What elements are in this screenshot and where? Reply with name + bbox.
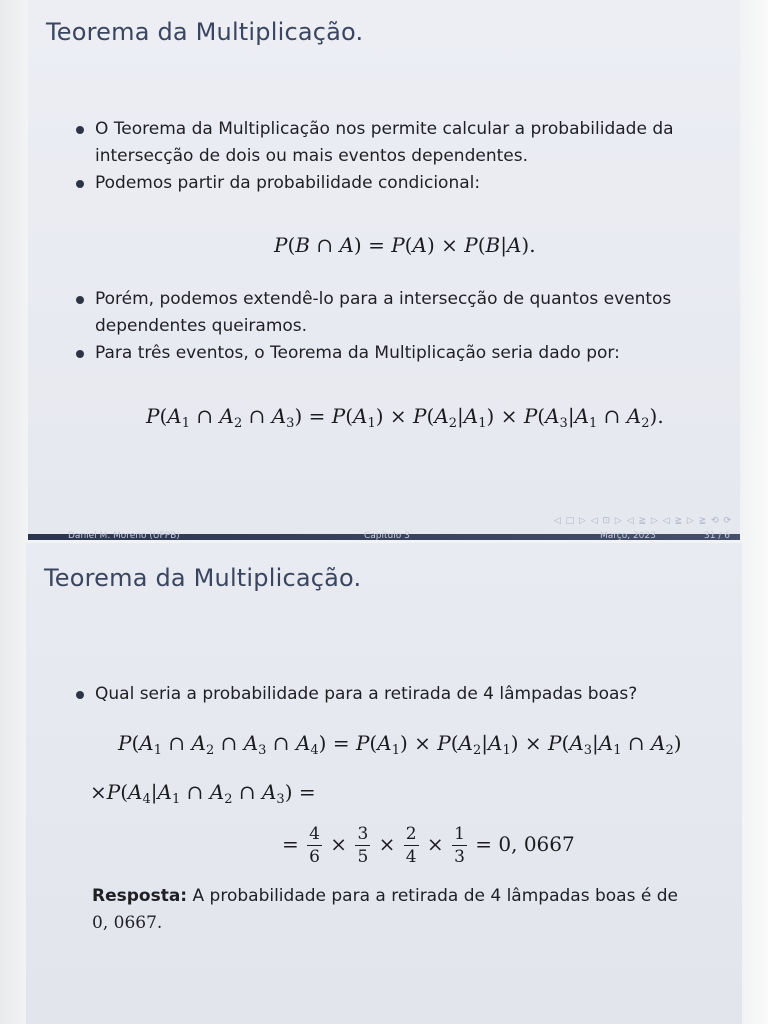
footer-chapter: Capítulo 3 [364,531,410,540]
fraction-numerator: 3 [357,824,369,844]
bullet-item: Podemos partir da probabilidade condicional: [74,170,710,197]
bullet-list [74,116,710,197]
footer-page: 31 / 6 [704,531,730,540]
bullet-item: Qual seria a probabilidade para a retirada de 4 lâmpadas boas? [74,681,712,708]
equation-four-events-line1: $P(A_1$ ∩ $A_2$ ∩ $A_3$ ∩ $A_4) = P(A_1) \times P(A_2|A_1) \times P(A_3|A_1$ ∩ $A_2$) [118,731,682,758]
fraction-numerator: 4 [309,824,320,844]
fraction-denominator: 4 [405,847,417,867]
footer-author: Daniel M. Moreno (UFPB) [68,531,180,540]
bullet-item: Para três eventos, o Teorema da Multiplicação seria dado por: [74,340,710,367]
slide-title: Teorema da Multiplicação. [44,564,362,592]
answer-text: A probabilidade para a retirada de 4 lâmpadas boas é de [192,886,678,906]
slide-2 [26,543,742,1024]
answer-value: 0, 0667. [92,913,163,933]
equation-four-events-line2: $\times P(A_4|A_1$ ∩ $A_2$ ∩ $A_3$) = [90,780,316,807]
fraction [452,823,467,868]
navigation-symbols[interactable]: ◁ □ ▷ ◁ ⊡ ▷ ◁ ≧ ▷ ◁ ≧ ▷ ≧ ⟲ ⟳ [553,516,732,526]
bullet-list [74,681,712,708]
footer-date: Março, 2023 [600,531,656,540]
fraction [404,823,419,868]
right-margin [740,0,768,1024]
fraction [307,823,322,868]
fraction-product: = $\frac{4}{6}$ × $\frac{3}{5}$ × $\frac{2}{4}$ × $\frac{1}{3}$ = 0, 0667 [282,824,575,867]
equation-conditional: P(B ∩ A) = P(A) × P(B|A). [274,233,536,257]
fraction-denominator: 6 [309,847,320,867]
bullet-item: O Teorema da Multiplicação nos permite calcular a probabilidade da intersecção de dois ou mais eventos dependentes. [74,116,710,170]
equation-three-events: $P(A_1$ ∩ $A_2$ ∩ $A_3) = P(A_1) \times P(A_2|A_1) \times P(A_3|A_1$ ∩ $A_2$). [146,404,664,431]
slide-title: Teorema da Multiplicação. [46,18,364,46]
fraction [355,823,370,868]
footer-bar [28,531,740,540]
answer-paragraph [92,883,714,937]
fraction-numerator: 1 [454,824,465,844]
slide-1 [28,0,740,540]
bullet-item: Porém, podemos extendê-lo para a intersecção de quantos eventos dependentes queiramos. [74,286,710,340]
fraction-denominator: 5 [357,847,369,867]
answer-label: Resposta: [92,886,188,906]
fraction-denominator: 3 [454,847,465,867]
fraction-numerator: 2 [405,824,417,844]
bullet-list [74,286,710,367]
result-value: 0, 0667 [498,832,575,856]
